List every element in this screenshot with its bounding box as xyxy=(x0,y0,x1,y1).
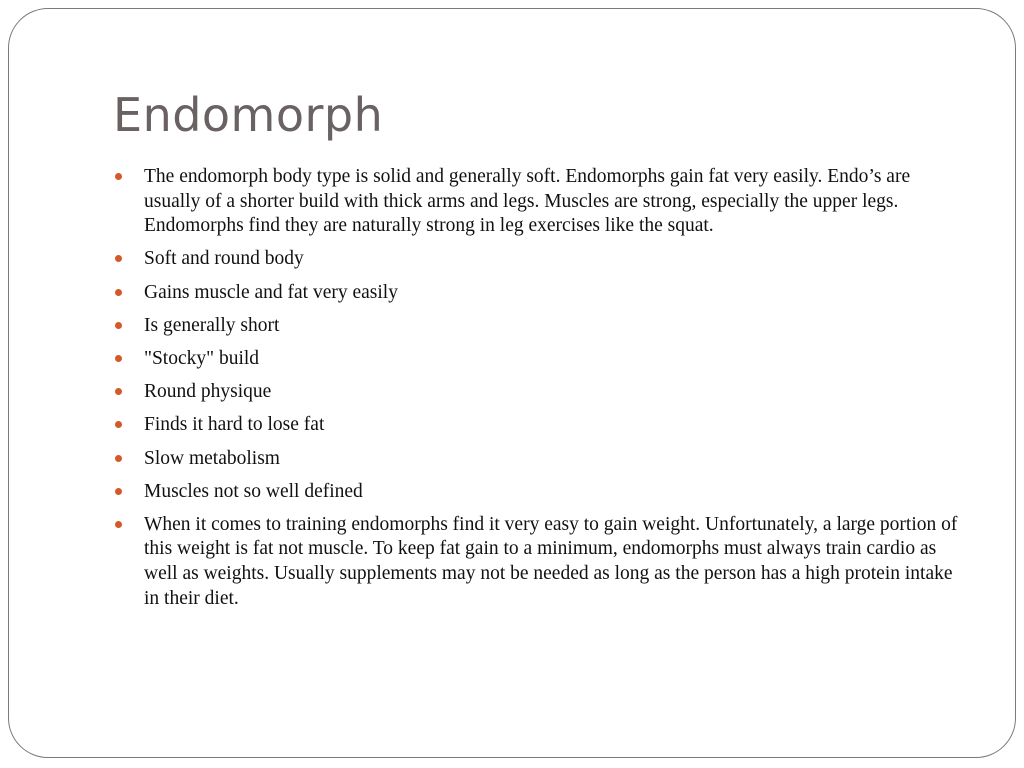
list-item xyxy=(113,413,963,438)
bullet-icon xyxy=(115,255,122,262)
list-item xyxy=(113,513,963,611)
list-item-text: Gains muscle and fat very easily xyxy=(144,281,398,303)
bullet-list xyxy=(113,165,963,620)
list-item-text: Finds it hard to lose fat xyxy=(144,414,325,436)
list-item-text: "Stocky" build xyxy=(144,347,260,369)
list-item-text: Soft and round body xyxy=(144,248,304,270)
bullet-icon xyxy=(115,355,122,362)
list-item xyxy=(113,447,963,472)
bullet-icon xyxy=(115,388,122,395)
bullet-icon xyxy=(115,521,122,528)
list-item xyxy=(113,281,963,306)
bullet-icon xyxy=(115,289,122,296)
list-item xyxy=(113,380,963,405)
list-item xyxy=(113,165,963,239)
list-item-text: Is generally short xyxy=(144,314,280,336)
list-item-text: Muscles not so well defined xyxy=(144,480,363,502)
list-item xyxy=(113,247,963,272)
list-item-text: When it comes to training endomorphs find it very easy to gain weight. Unfortunately, a large portion of this weight is fat not muscle. To keep fat gain to a minimum, endomorphs must always train cardio as well as weights. Usually supplements may not be needed as long as the person has a high protein intake in their diet. xyxy=(144,513,958,609)
list-item-text: Slow metabolism xyxy=(144,447,280,469)
list-item-text: The endomorph body type is solid and generally soft. Endomorphs gain fat very easily. Endo’s are usually of a shorter build with thick arms and legs. Muscles are strong, especially the upper legs. Endomorphs find they are naturally strong in leg exercises like the squat. xyxy=(144,166,911,237)
bullet-icon xyxy=(115,488,122,495)
slide-title: Endomorph xyxy=(113,88,384,142)
list-item xyxy=(113,480,963,505)
bullet-icon xyxy=(115,173,122,180)
list-item-text: Round physique xyxy=(144,381,272,403)
list-item xyxy=(113,314,963,339)
bullet-icon xyxy=(115,455,122,462)
list-item xyxy=(113,347,963,372)
bullet-icon xyxy=(115,322,122,329)
bullet-icon xyxy=(115,421,122,428)
